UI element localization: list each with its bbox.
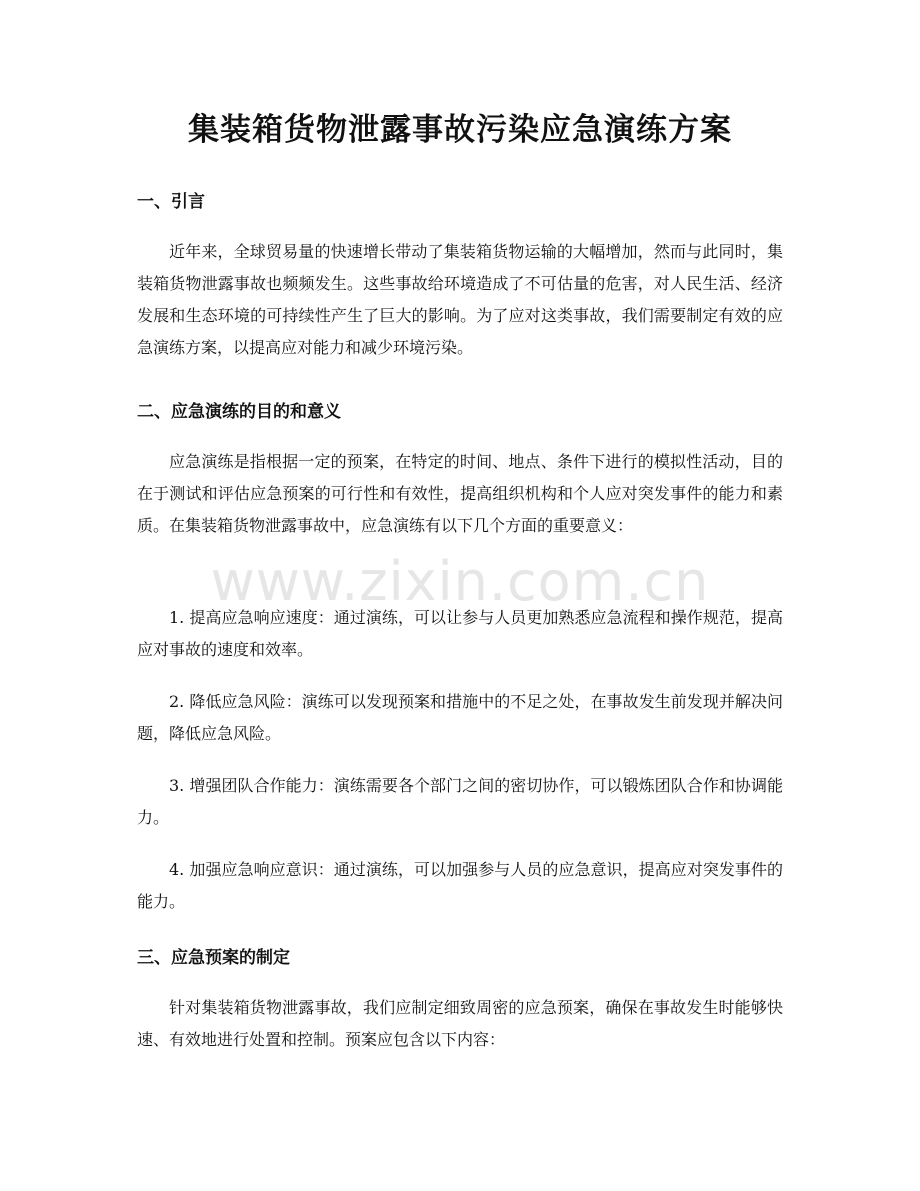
- list-item-response-speed: 1. 提高应急响应速度：通过演练，可以让参与人员更加熟悉应急流程和操作规范，提高应对事故的速度和效率。: [137, 608, 783, 659]
- watermark-text: www.zixin.com.cn: [210, 550, 710, 613]
- paragraph-plan: 针对集装箱货物泄露事故，我们应制定细致周密的应急预案，确保在事故发生时能够快速、有效地进行处置和控制。预案应包含以下内容：: [137, 998, 783, 1049]
- section-heading-introduction: 一、引言: [137, 192, 205, 212]
- list-item-teamwork: 3. 增强团队合作能力：演练需要各个部门之间的密切协作，可以锻炼团队合作和协调能力。: [137, 776, 783, 827]
- document-title: 集装箱货物泄露事故污染应急演练方案: [188, 112, 732, 148]
- paragraph-purpose: 应急演练是指根据一定的预案，在特定的时间、地点、条件下进行的模拟性活动，目的在于测试和评估应急预案的可行性和有效性，提高组织机构和个人应对突发事件的能力和素质。在集装箱货物泄露事故中，应急演练有以下几个方面的重要意义：: [137, 452, 783, 535]
- list-item-awareness: 4. 加强应急响应意识：通过演练，可以加强参与人员的应急意识，提高应对突发事件的能力。: [137, 860, 783, 911]
- list-item-reduce-risk: 2. 降低应急风险：演练可以发现预案和措施中的不足之处，在事故发生前发现并解决问题，降低应急风险。: [137, 692, 783, 743]
- paragraph-introduction: 近年来，全球贸易量的快速增长带动了集装箱货物运输的大幅增加，然而与此同时，集装箱货物泄露事故也频频发生。这些事故给环境造成了不可估量的危害，对人民生活、经济发展和生态环境的可持续性产生了巨大的影响。为了应对这类事故，我们需要制定有效的应急演练方案，以提高应对能力和减少环境污染。: [137, 242, 783, 357]
- section-heading-plan: 三、应急预案的制定: [137, 948, 290, 968]
- section-heading-purpose: 二、应急演练的目的和意义: [137, 402, 341, 422]
